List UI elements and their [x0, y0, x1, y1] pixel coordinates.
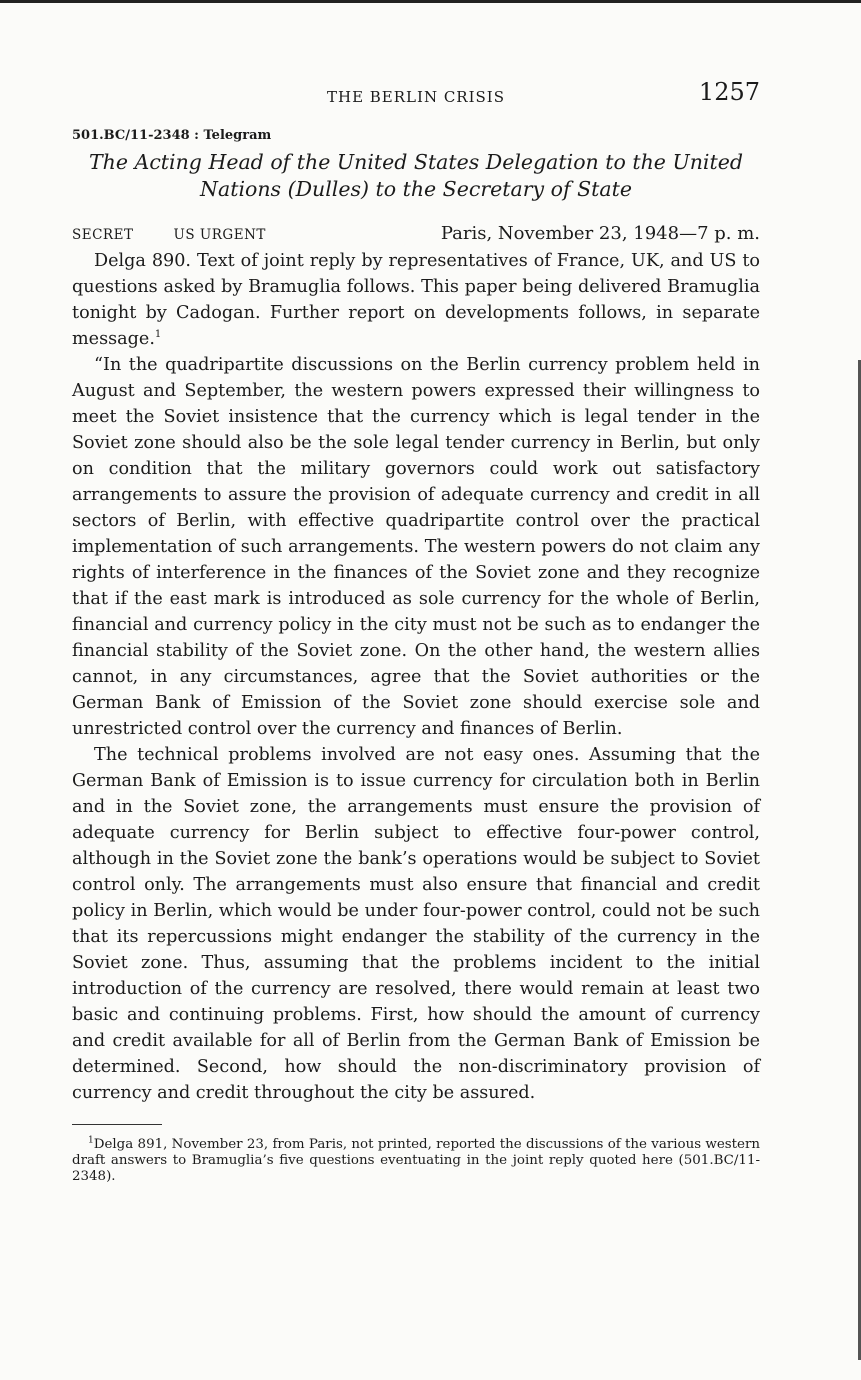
dateline	[72, 223, 760, 244]
running-header	[72, 78, 760, 114]
urgency-label: US URGENT	[173, 227, 266, 243]
classification-label: SECRET	[72, 227, 134, 243]
telegram-body	[72, 248, 760, 1106]
page-number: 1257	[698, 78, 760, 106]
footnote	[72, 1137, 760, 1185]
page-top-border	[0, 0, 861, 3]
paragraph-1-text: Delga 890. Text of joint reply by representatives of France, UK, and US to questions asked by Bramuglia follows. This paper being delivered Bramuglia tonight by Cadogan. Further report on developments follows, in separate message.	[72, 251, 760, 349]
paragraph-3: The technical problems involved are not easy ones. Assuming that the German Bank of Emission is to issue currency for circulation both in Berlin and in the Soviet zone, the arrangements must ensure the provision of adequate currency for Berlin subject to effective four-power control, although in the Soviet zone the bank’s operations would be subject to Soviet control only. The arrangements must also ensure that financial and credit policy in Berlin, which would be under four-power control, could not be such that its repercussions might endanger the stability of the currency in the Soviet zone. Thus, assuming that the problems incident to the initial introduction of the currency are resolved, there would remain at least two basic and continuing problems. First, how should the amount of currency and credit available for all of Berlin from the German Bank of Emission be determined. Second, how should the non-discriminatory provision of currency and credit throughout the city be assured.	[72, 745, 760, 1103]
document-heading	[72, 149, 760, 203]
footnote-reference: 1	[154, 329, 162, 341]
footnote-number: 1	[88, 1135, 94, 1146]
heading-line-1: The Acting Head of the United States Delegation to the United	[89, 150, 743, 174]
running-title: THE BERLIN CRISIS	[326, 88, 506, 106]
paragraph-2: “In the quadripartite discussions on the Berlin currency problem held in August and September, the western powers expressed their willingness to meet the Soviet insistence that the currency which is legal tender in the Soviet zone should also be the sole legal tender currency in Berlin, but only on condition that the military governors could work out satisfactory arrangements to assure the provision of adequate currency and credit in all sectors of Berlin, with effective quadripartite control over the practical implementation of such arrangements. The western powers do not claim any rights of interference in the finances of the Soviet zone and they recognize that if the east mark is introduced as sole currency for the whole of Berlin, financial and currency policy in the city must not be such as to endanger the financial stability of the Soviet zone. On the other hand, the western allies cannot, in any circumstances, agree that the Soviet authorities or the German Bank of Emission of the Soviet zone should exercise sole and unrestricted control over the currency and finances of Berlin.	[72, 355, 760, 739]
footnote-divider	[72, 1124, 162, 1125]
place-and-date: Paris, November 23, 1948—7 p. m.	[440, 223, 760, 244]
document-page	[72, 78, 760, 1185]
document-id: 501.BC/11-2348 : Telegram	[72, 128, 272, 143]
paragraph-1	[72, 248, 760, 352]
footnote-text: Delga 891, November 23, from Paris, not printed, reported the discussions of the various western draft answers to Bramuglia’s five questions eventuating in the joint reply quoted here (501.BC/11-2348).	[72, 1137, 760, 1184]
heading-line-2: Nations (Dulles) to the Secretary of State	[200, 177, 632, 201]
